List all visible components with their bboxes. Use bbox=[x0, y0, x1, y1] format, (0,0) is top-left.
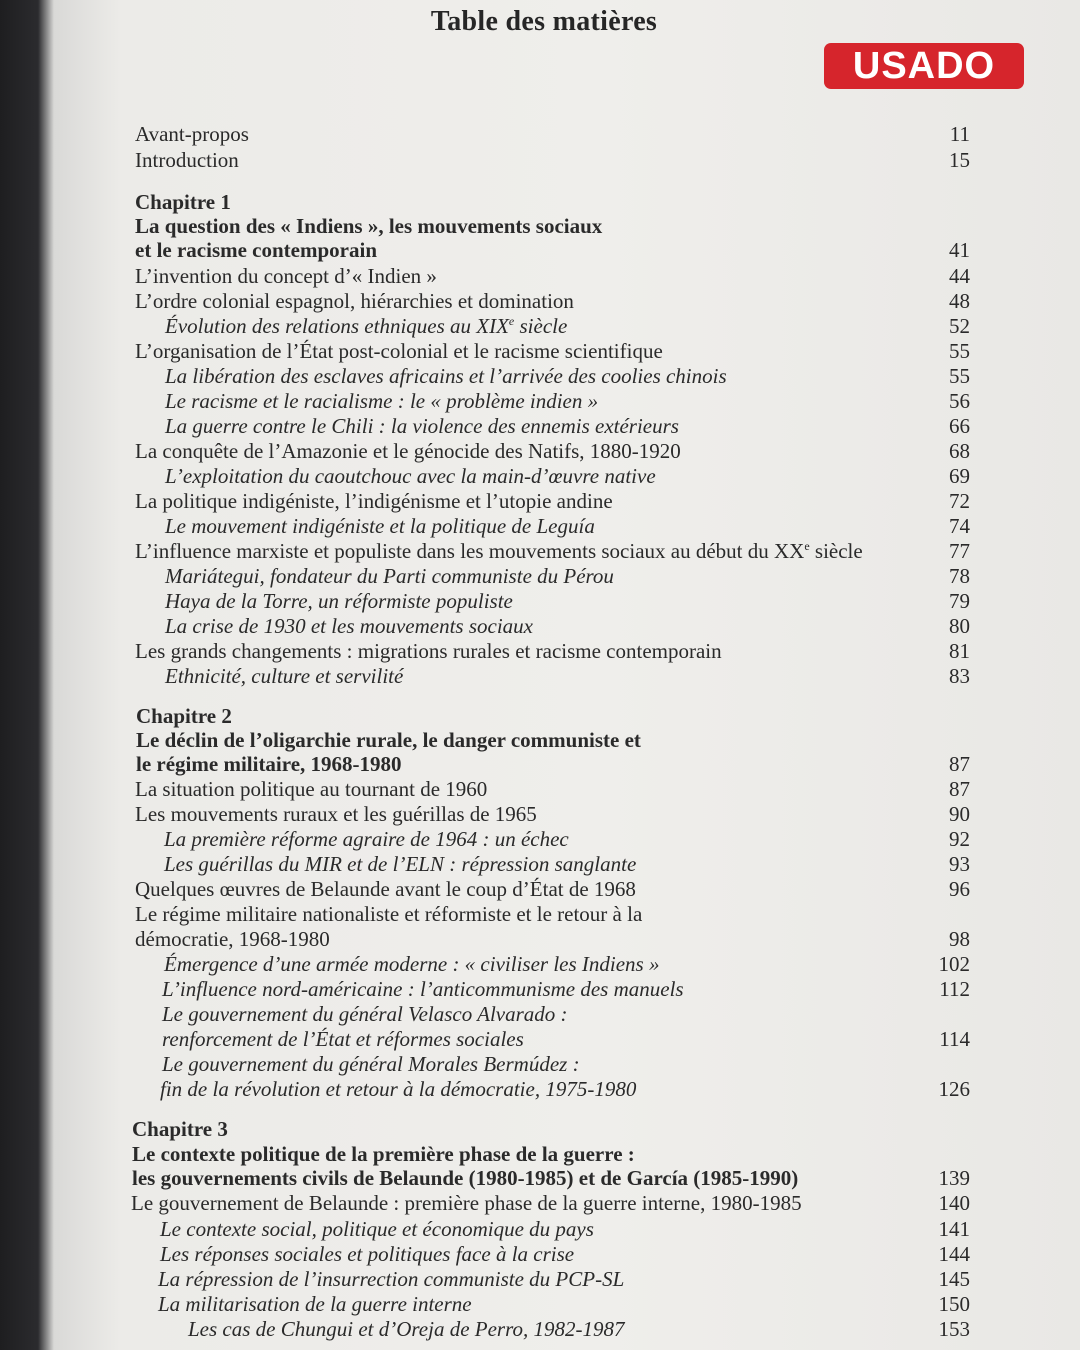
toc-page-number: 15 bbox=[949, 148, 970, 172]
toc-entry-title: Le gouvernement du général Morales Bermúdez : bbox=[162, 1052, 580, 1076]
toc-subentry bbox=[0, 589, 1080, 614]
toc-entry bbox=[0, 927, 1080, 952]
toc-entry-title: Le gouvernement de Belaunde : première phase de la guerre interne, 1980-1985 bbox=[131, 1191, 802, 1215]
toc-entry-title: Avant-propos bbox=[135, 122, 249, 146]
toc-subentry bbox=[0, 464, 1080, 489]
toc-subentry bbox=[0, 564, 1080, 589]
toc-entry-title: Les mouvements ruraux et les guérillas de 1965 bbox=[135, 802, 537, 826]
toc-page-number: 140 bbox=[938, 1191, 970, 1215]
toc-page-number: 87 bbox=[949, 752, 970, 776]
toc-entry-title: Haya de la Torre, un réformiste populiste bbox=[165, 589, 513, 613]
toc-page-number: 141 bbox=[938, 1217, 970, 1241]
toc-page-number: 77 bbox=[949, 539, 970, 563]
used-badge: USADO bbox=[824, 43, 1024, 89]
toc-subentry bbox=[0, 852, 1080, 877]
toc-page-number: 153 bbox=[938, 1317, 970, 1341]
toc-subentry bbox=[0, 1242, 1080, 1267]
toc-entry-title: Les guérillas du MIR et de l’ELN : répression sanglante bbox=[164, 852, 637, 876]
toc-heading bbox=[0, 190, 1080, 215]
toc-page-number: 81 bbox=[949, 639, 970, 663]
toc-entry bbox=[0, 489, 1080, 514]
toc-entry bbox=[0, 122, 1080, 147]
toc-page-number: 66 bbox=[949, 414, 970, 438]
toc-subentry bbox=[0, 1027, 1080, 1052]
toc-entry-title: Chapitre 2 bbox=[136, 704, 232, 728]
toc-page-number: 90 bbox=[949, 802, 970, 826]
toc-entry-title: Le racisme et le racialisme : le « problème indien » bbox=[165, 389, 599, 413]
toc-entry bbox=[0, 289, 1080, 314]
toc-page-number: 55 bbox=[949, 339, 970, 363]
toc-entry-title: La répression de l’insurrection communiste du PCP-SL bbox=[158, 1267, 625, 1291]
toc-subentry bbox=[0, 414, 1080, 439]
toc-entry-title: le régime militaire, 1968-1980 bbox=[136, 752, 402, 776]
toc-page-number: 96 bbox=[949, 877, 970, 901]
toc-entry-title: L’ordre colonial espagnol, hiérarchies et domination bbox=[135, 289, 574, 313]
toc-entry bbox=[0, 539, 1080, 564]
toc-subentry bbox=[0, 364, 1080, 389]
toc-subentry bbox=[0, 664, 1080, 689]
toc-entry-title: La libération des esclaves africains et l’arrivée des coolies chinois bbox=[165, 364, 727, 388]
toc-entry-title: Mariátegui, fondateur du Parti communiste du Pérou bbox=[165, 564, 614, 588]
toc-page-number: 80 bbox=[949, 614, 970, 638]
toc-entry-title: Chapitre 3 bbox=[132, 1117, 228, 1141]
toc-entry bbox=[0, 639, 1080, 664]
toc-entry-title: Ethnicité, culture et servilité bbox=[165, 664, 404, 688]
toc-entry bbox=[0, 902, 1080, 927]
toc-entry-title: Émergence d’une armée moderne : « civiliser les Indiens » bbox=[164, 952, 660, 976]
toc-entry-title: L’influence marxiste et populiste dans les mouvements sociaux au début du XXe siècle bbox=[135, 539, 863, 563]
toc-entry-title: La crise de 1930 et les mouvements sociaux bbox=[165, 614, 534, 638]
superscript: e bbox=[508, 314, 515, 328]
toc-page-number: 48 bbox=[949, 289, 970, 313]
page-title: Table des matières bbox=[430, 6, 658, 37]
toc-entry-title: Le contexte politique de la première phase de la guerre : bbox=[132, 1142, 635, 1166]
toc-entry-title: fin de la révolution et retour à la démocratie, 1975-1980 bbox=[160, 1077, 637, 1101]
toc-page-number: 79 bbox=[949, 589, 970, 613]
toc-subentry bbox=[0, 314, 1080, 339]
toc-subentry bbox=[0, 977, 1080, 1002]
toc-page-number: 114 bbox=[939, 1027, 970, 1051]
toc-page-number: 52 bbox=[949, 314, 970, 338]
toc-entry bbox=[0, 777, 1080, 802]
toc-page-number: 56 bbox=[949, 389, 970, 413]
toc-entry-title: Introduction bbox=[135, 148, 239, 172]
toc-entry-title: Quelques œuvres de Belaunde avant le coup d’État de 1968 bbox=[135, 877, 636, 901]
toc-entry-title: Le déclin de l’oligarchie rurale, le danger communiste et bbox=[136, 728, 641, 752]
toc-page-number: 74 bbox=[949, 514, 970, 538]
toc-heading bbox=[0, 238, 1080, 263]
toc-entry-title: La guerre contre le Chili : la violence des ennemis extérieurs bbox=[165, 414, 679, 438]
toc-subentry bbox=[0, 1052, 1080, 1077]
toc-page-number: 44 bbox=[949, 264, 970, 288]
toc-subentry bbox=[0, 1292, 1080, 1317]
toc-page-number: 126 bbox=[938, 1077, 970, 1101]
toc-heading bbox=[0, 1166, 1080, 1191]
toc-page-number: 69 bbox=[949, 464, 970, 488]
toc-page-number: 92 bbox=[949, 827, 970, 851]
toc-page-number: 93 bbox=[949, 852, 970, 876]
toc-entry-title: L’exploitation du caoutchouc avec la main-d’œuvre native bbox=[165, 464, 656, 488]
toc-page-number: 150 bbox=[938, 1292, 970, 1316]
toc-entry-title: La question des « Indiens », les mouvements sociaux bbox=[135, 214, 603, 238]
toc-subentry bbox=[0, 1317, 1080, 1342]
toc-page-number: 11 bbox=[949, 122, 970, 146]
toc-entry-title: La première réforme agraire de 1964 : un échec bbox=[164, 827, 569, 851]
toc-entry-title: La conquête de l’Amazonie et le génocide des Natifs, 1880-1920 bbox=[135, 439, 681, 463]
toc-entry-title: La situation politique au tournant de 1960 bbox=[135, 777, 488, 801]
toc-entry-title: renforcement de l’État et réformes sociales bbox=[162, 1027, 524, 1051]
toc-entry-title: Les cas de Chungui et d’Oreja de Perro, 1982-1987 bbox=[188, 1317, 625, 1341]
toc-subentry bbox=[0, 1002, 1080, 1027]
toc-page-number: 55 bbox=[949, 364, 970, 388]
toc-entry bbox=[0, 339, 1080, 364]
toc-page-number: 68 bbox=[949, 439, 970, 463]
toc-subentry bbox=[0, 614, 1080, 639]
toc-entry-title: Le mouvement indigéniste et la politique de Leguía bbox=[165, 514, 595, 538]
toc-entry-title: Chapitre 1 bbox=[135, 190, 231, 214]
toc-entry-title: Le contexte social, politique et économique du pays bbox=[160, 1217, 594, 1241]
superscript: e bbox=[804, 539, 810, 553]
toc-entry-title: et le racisme contemporain bbox=[135, 238, 378, 262]
toc-entry-title: Évolution des relations ethniques au XIXe siècle bbox=[165, 314, 568, 338]
toc-heading bbox=[0, 752, 1080, 777]
toc-subentry bbox=[0, 952, 1080, 977]
toc-subentry bbox=[0, 1267, 1080, 1292]
toc-page-number: 145 bbox=[938, 1267, 970, 1291]
toc-heading bbox=[0, 728, 1080, 753]
toc-page-number: 139 bbox=[938, 1166, 970, 1190]
toc-heading bbox=[0, 1117, 1080, 1142]
toc-page-number: 102 bbox=[938, 952, 970, 976]
toc-subentry bbox=[0, 1217, 1080, 1242]
toc-entry bbox=[0, 439, 1080, 464]
toc-subentry bbox=[0, 827, 1080, 852]
toc-heading bbox=[0, 1142, 1080, 1167]
toc-page-number: 83 bbox=[949, 664, 970, 688]
toc-subentry bbox=[0, 1077, 1080, 1102]
toc-heading bbox=[0, 704, 1080, 729]
toc-page-number: 87 bbox=[949, 777, 970, 801]
toc-entry-title: La politique indigéniste, l’indigénisme et l’utopie andine bbox=[135, 489, 613, 513]
toc-entry bbox=[0, 264, 1080, 289]
toc-entry-title: L’influence nord-américaine : l’anticommunisme des manuels bbox=[162, 977, 684, 1001]
toc-page-number: 98 bbox=[949, 927, 970, 951]
toc-entry bbox=[0, 802, 1080, 827]
toc-page-number: 41 bbox=[949, 238, 970, 262]
toc-entry-title: L’invention du concept d’« Indien » bbox=[135, 264, 437, 288]
toc-entry-title: Le gouvernement du général Velasco Alvarado : bbox=[162, 1002, 568, 1026]
toc-entry-title: La militarisation de la guerre interne bbox=[158, 1292, 472, 1316]
toc-entry bbox=[0, 1191, 1080, 1216]
toc-heading bbox=[0, 214, 1080, 239]
toc-entry-title: les gouvernements civils de Belaunde (1980-1985) et de García (1985-1990) bbox=[132, 1166, 799, 1190]
toc-entry-title: démocratie, 1968-1980 bbox=[135, 927, 330, 951]
toc-subentry bbox=[0, 389, 1080, 414]
toc-entry-title: Les grands changements : migrations rurales et racisme contemporain bbox=[135, 639, 722, 663]
toc-page-number: 78 bbox=[949, 564, 970, 588]
toc-page-number: 112 bbox=[939, 977, 970, 1001]
toc-entry bbox=[0, 148, 1080, 173]
toc-entry bbox=[0, 877, 1080, 902]
toc-subentry bbox=[0, 514, 1080, 539]
toc-page-number: 144 bbox=[938, 1242, 970, 1266]
toc-entry-title: L’organisation de l’État post-colonial et le racisme scientifique bbox=[135, 339, 663, 363]
toc-entry-title: Les réponses sociales et politiques face à la crise bbox=[160, 1242, 575, 1266]
toc-entry-title: Le régime militaire nationaliste et réformiste et le retour à la bbox=[135, 902, 643, 926]
toc-page-number: 72 bbox=[949, 489, 970, 513]
